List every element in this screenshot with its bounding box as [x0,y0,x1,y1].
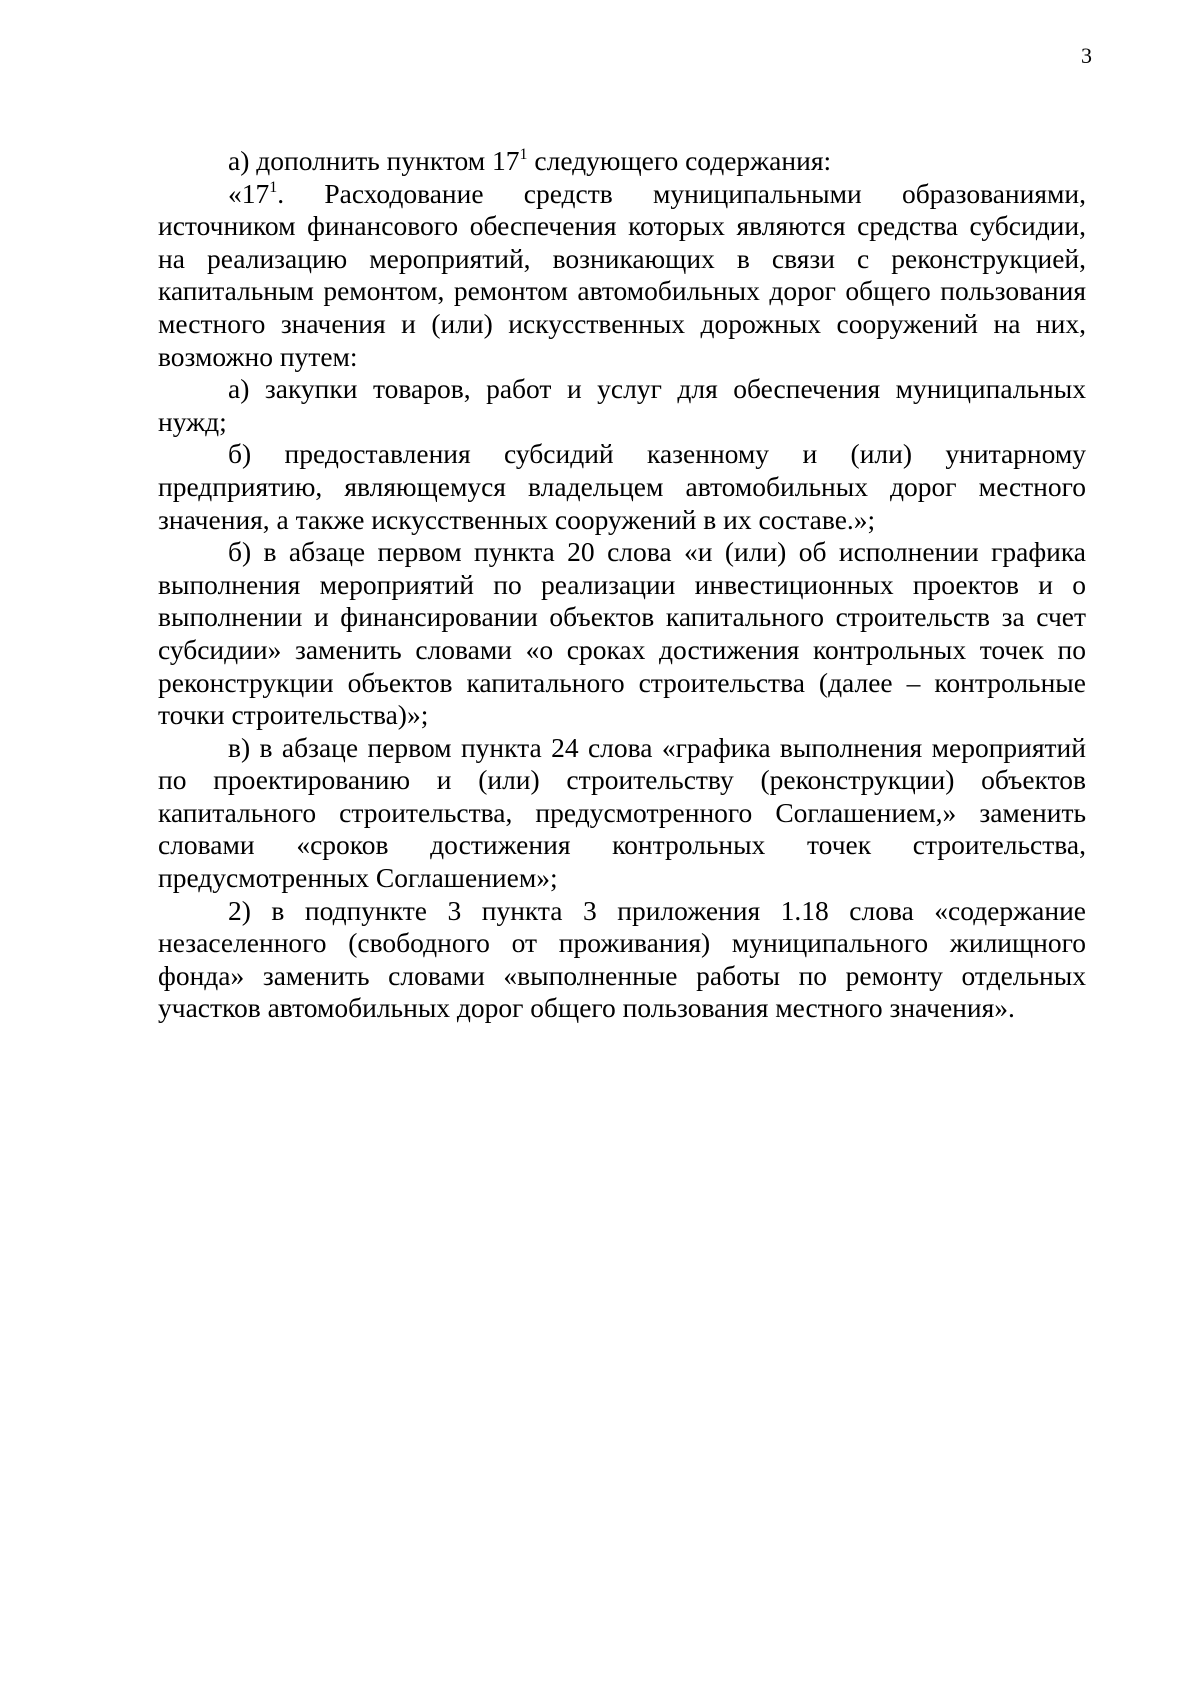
paragraph-text: следующего содержания: [527,145,832,176]
paragraph-subitem-b-subsidies: б) предоставления субсидий казенному и (или) унитарному предприятию, являющемуся владельцем автомобильных дорог местного значения, а также искусственных сооружений в их составе.»; [158,438,1086,535]
paragraph-appendix-1-18-amendment: 2) в подпункте 3 пункта 3 приложения 1.18 слова «содержание незаселенного (свободного от проживания) муниципального жилищного фонда» заменить словами «выполненные работы по ремонту отдельных участков автомобильных дорог общего пользования местного значения». [158,894,1086,1024]
paragraph-text: «17 [228,177,270,209]
document-body [158,145,1086,1025]
paragraph-text: . Расходование средств муниципальными образованиями, источником финансового обеспечения которых являются средства субсидии, на реализацию мероприятий, возникающих в связи с реконструкцией, капитальным ремонтом, ремонтом автомобильных дорог общего пользования местного значения и (или) искусственных дорожных сооружений на них, возможно путем: [158,177,1086,372]
page-number: 3 [1081,43,1092,68]
paragraph-item-17-1-text [158,178,1086,374]
paragraph-item-24-amendment: в) в абзаце первом пункта 24 слова «графика выполнения мероприятий по проектированию и (или) строительству (реконструкции) объектов капитального строительства, предусмотренного Соглашением,» заменить словами «сроков достижения контрольных точек строительства, предусмотренных Соглашением»; [158,731,1086,894]
superscript: 1 [519,146,528,163]
paragraph-text: а) дополнить пунктом 17 [228,145,520,176]
paragraph-add-item-17-1 [158,145,1086,178]
paragraph-subitem-a-procurement: а) закупки товаров, работ и услуг для обеспечения муниципальных нужд; [158,373,1086,437]
superscript: 1 [269,178,278,196]
paragraph-item-20-amendment: б) в абзаце первом пункта 20 слова «и (или) об исполнении графика выполнения мероприятий по реализации инвестиционных проектов и о выполнении и финансировании объектов капитального строительств за счет субсидии» заменить словами «о сроках достижения контрольных точек по реконструкции объектов капитального строительства (далее – контрольные точки строительства)»; [158,536,1086,731]
